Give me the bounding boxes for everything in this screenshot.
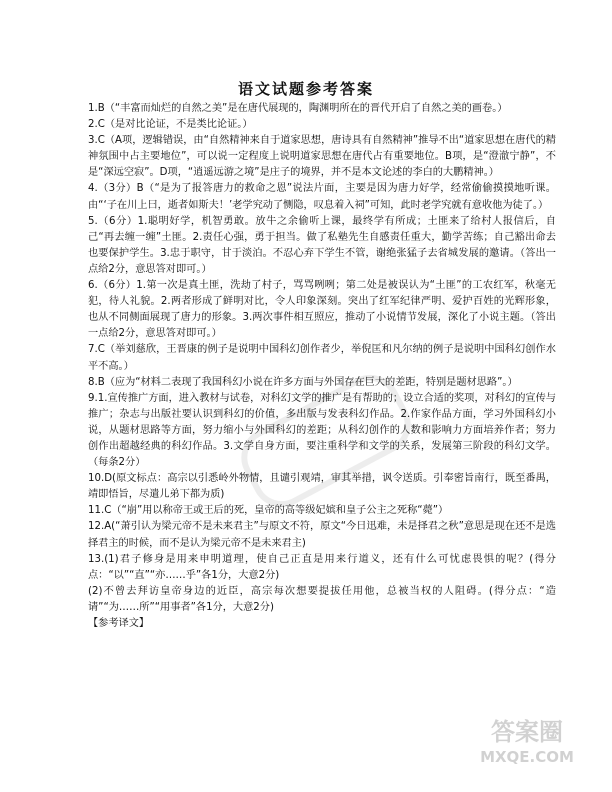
answer-paragraph: 6.（6分）1.第一次是真土匪，洗劫了村子，骂骂咧咧；第二处是被误认为“土匪”的工农红军，秋毫无犯，待人礼貌。2.两者形成了鲜明对比，令人印象深刻。突出了红军纪律严明、爱护百姓的光辉形象，也从不同侧面展现了唐力的形象。3.两次事件相互照应，推动了小说情节发展，深化了小说主题。（答出一点给2分，意思答对即可。） bbox=[88, 280, 556, 340]
answer-list bbox=[88, 101, 556, 632]
answer-paragraph: 10.D(原文标点：高宗以引悉岭外物情，且谴引观靖，审其举措，讽令送质。引奉密旨南行，既至番禺，靖即悟旨，尽遣儿弟下都为质) bbox=[88, 473, 556, 501]
reference-translation-heading: 【参考译文】 bbox=[88, 618, 150, 629]
watermark-url: MXQE.COM bbox=[480, 748, 574, 766]
watermark-label: 答案圈 bbox=[491, 718, 563, 746]
answer-paragraph: 4.（3分）B（“是为了报答唐力的救命之恩”说法片面，主要是因为唐力好学，经常偷偷摸摸地听课。由“‘子在川上曰，逝者如斯夫！’老学究动了恻隐，叹息着入祠”可知，此时老学究就有意收他为徒了。） bbox=[88, 183, 556, 211]
answer-paragraph: 8.B（应为“材料二表现了我国科幻小说在许多方面与外国存在巨大的差距，特别是题材思路”。） bbox=[88, 376, 518, 388]
answer-paragraph: 12.A(“萧引认为梁元帝不是未来君主”与原文不符，原文“今日迅难，未是择君之秋”意思是现在还不是选择君主的时候，而不是认为梁元帝不是未来君主) bbox=[88, 521, 556, 549]
answer-paragraph: 3.C（A项，逻辑错误，由“自然精神来自于道家思想，唐诗具有自然精神”推导不出“道家思想在唐代的精神氛围中占主要地位”，可以说一定程度上说明道家思想在唐代占有重要地位。B项，是“澄澈宁静”，不是“深远空寂”。D项，“逍遥远游之境”是庄子的境界，并不是本文论述的李白的大鹏精神。） bbox=[88, 135, 556, 179]
answer-paragraph: 13.(1)君子修身是用来申明道理，使自己正直是用来行道义，还有什么可忧虑畏惧的呢？(得分点：“以”“直”“亦……乎”各1分，大意2分) bbox=[88, 553, 556, 581]
page-title: 语文试题参考答案 bbox=[237, 80, 374, 98]
answer-paragraph: 2.C（是对比论证，不是类比论证。） bbox=[88, 119, 253, 131]
answer-paragraph: 5.（6分）1.聪明好学，机智勇敢。放牛之余偷听上课，最终学有所成；土匪来了给村人报信后，自己“再去缠一缠”土匪。2.责任心强，勇于担当。做了私塾先生自感责任重大，勤学苦练；自己豁出命去也要保护学生。3.忠于职守，甘于淡泊。不忍心弃下学生不管，谢绝张猛子去省城发展的邀请。（答出一点给2分，意思答对即可。） bbox=[88, 215, 556, 275]
site-watermark-logo bbox=[462, 710, 592, 770]
answer-paragraph: 7.C（举刘慈欣，王晋康的例子是说明中国科幻创作者少，举倪匡和凡尔纳的例子是说明中国科幻创作水平不高。） bbox=[88, 344, 556, 372]
answer-paragraph: 9.1.宣传推广方面，进入教材与试卷，对科幻文学的推广是有帮助的；设立合适的奖项，对科幻的宣传与推广；杂志与出版社要认识到科幻的价值，多出版与发表科幻作品。2.作家作品方面，学习外国科幻小说，从题材思路等方面，努力缩小与外国科幻的差距；从科幻创作的人数和影响力方面培养作者；努力创作出超越经典的科幻作品。3.文学自身方面，要注重科学和文学的关系，发展第三阶段的科幻文学。（每条2分） bbox=[88, 392, 556, 469]
answer-paragraph: (2)不曾去拜访皇帝身边的近臣，高宗每次想要提拔任用他，总被当权的人阻碍。(得分点：“造请”“为……所”“用事者”各1分，大意2分) bbox=[88, 585, 556, 613]
answer-paragraph: 1.B（“丰富而灿烂的自然之美”是在唐代展现的，陶渊明所在的晋代开启了自然之美的画卷。） bbox=[88, 103, 508, 114]
answer-paragraph: 11.C（“崩”用以称帝王或王后的死，皇帝的高等级妃嫔和皇子公主之死称“薨”） bbox=[88, 505, 449, 517]
